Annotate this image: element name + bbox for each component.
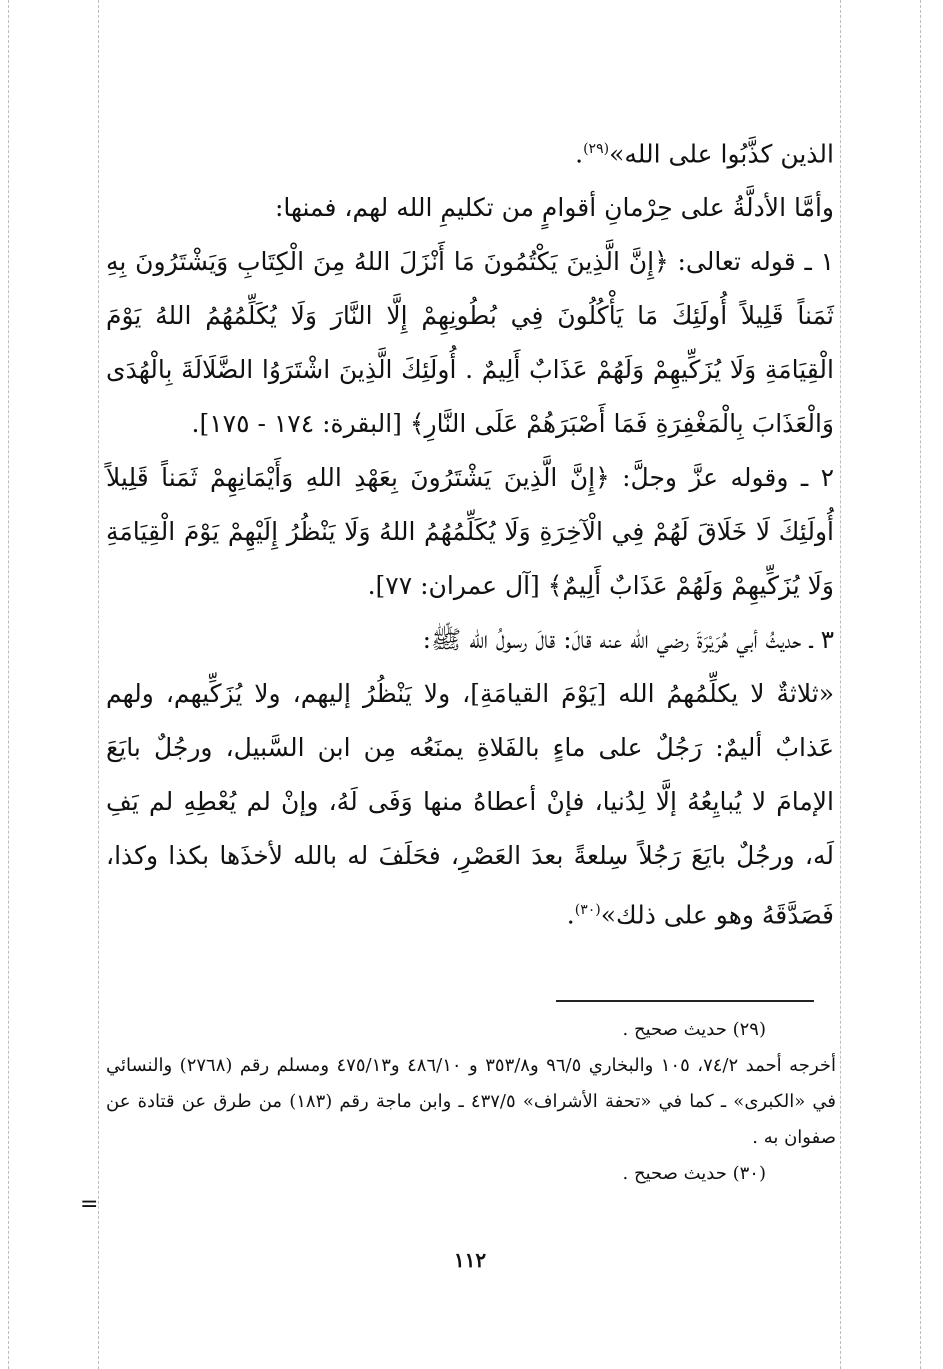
hadith-text: «ثلاثةٌ لا يكلِّمُهمُ الله [يَوْمَ القيامَةِ]، ولا يَنْظُرُ إليهم، ولا يُزَكِّيهم، ولهم عَذابٌ أليمٌ: رَجُلٌ على ماءٍ بالفَلاةِ يمنَعُه مِن ابن السَّبيل، ورجُلٌ بايَعَ الإمامَ لا يُبايِعُهُ إلَّا لِدُنيا، فإنْ أعطاهُ منها وَفَى لَهُ، وإنْ لم يُعْطِهِ لم يَفِ لَه، ورجُلٌ بايَعَ رَجُلاً سِلعةً بعدَ العَصْرِ، فحَلَفَ له بالله لأخذَها بكذا وكذا، فَصَدَّقَهُ وهو على ذلك» (106, 679, 834, 930)
main-text (106, 122, 834, 943)
footnote-separator (556, 1000, 814, 1002)
line-1-end: . (575, 139, 584, 169)
hadith-end: . (566, 900, 575, 930)
scan-guide-left (8, 0, 9, 1369)
page-number: ١١٢ (453, 1248, 487, 1272)
item-3-paragraph: ٣ ـ حديثُ أبي هُرَيْرَةَ رضي الله عنه قالَ: قالَ رسولُ الله ﷺ: (422, 625, 834, 655)
scan-guide-inner-right (840, 0, 841, 1369)
intro-paragraph: وأمَّا الأدلَّةُ على حِرْمانِ أقوامٍ من تكليمِ الله لهم، فمنها: (274, 193, 834, 223)
footnote-30-title: (٣٠) حديث صحيح . (622, 1163, 766, 1184)
footnotes (106, 1012, 836, 1192)
footnote-29-text: أخرجه أحمد ٧٤/٢، ١٠٥ والبخاري ٩٦/٥ و٣٥٣/٨ و ٤٨٦/١٠ و٤٧٥/١٣ ومسلم رقم (٢٧٦٨) والنسائي في «الكبرى» ـ كما في «تحفة الأشراف» ٤٣٧/٥ ـ وابن ماجة رقم (١٨٣) من طرق عن قتادة عن صفوان به . (106, 1055, 836, 1148)
footnote-ref-30: (٣٠) (574, 902, 601, 919)
hadith-paragraph (106, 667, 834, 942)
item-2-paragraph: ٢ ـ وقوله عزَّ وجلَّ: ﴿إِنَّ الَّذِينَ يَشْتَرُونَ بِعَهْدِ اللهِ وَأَيْمَانِهِمْ ثَمَناً قَلِيلاً أُولَئِكَ لَا خَلَاقَ لَهُمْ فِي الْآخِرَةِ وَلَا يُكَلِّمُهُمُ اللهُ وَلَا يَنْظُرُ إِلَيْهِمْ يَوْمَ الْقِيَامَةِ وَلَا يُزَكِّيهِمْ وَلَهُمْ عَذَابٌ أَلِيمٌ﴾ [آل عمران: ٧٧]. (106, 463, 834, 601)
footnote-ref-29: (٢٩) (583, 141, 610, 157)
text-line-1 (106, 122, 834, 181)
scan-guide-inner-left (98, 0, 99, 1369)
line-1-text: الذين كذَّبُوا على الله» (609, 139, 834, 169)
scan-guide-right (920, 0, 921, 1369)
item-1-paragraph: ١ ـ قوله تعالى: ﴿إِنَّ الَّذِينَ يَكْتُمُونَ مَا أَنْزَلَ اللهُ مِنَ الْكِتَابِ وَيَشْتَرُونَ بِهِ ثَمَناً قَلِيلاً أُولَئِكَ مَا يَأْكُلُونَ فِي بُطُونِهِمْ إِلَّا النَّارَ وَلَا يُكَلِّمُهُمُ اللهُ يَوْمَ الْقِيَامَةِ وَلَا يُزَكِّيهِمْ وَلَهُمْ عَذَابٌ أَلِيمٌ . أُولَئِكَ الَّذِينَ اشْتَرَوُا الضَّلَالَةَ بِالْهُدَى وَالْعَذَابَ بِالْمَغْفِرَةِ فَمَا أَصْبَرَهُمْ عَلَى النَّارِ﴾ [البقرة: ١٧٤ - ١٧٥]. (106, 247, 834, 439)
margin-mark: = (80, 1192, 99, 1217)
footnote-29-title: (٢٩) حديث صحيح . (622, 1019, 766, 1040)
